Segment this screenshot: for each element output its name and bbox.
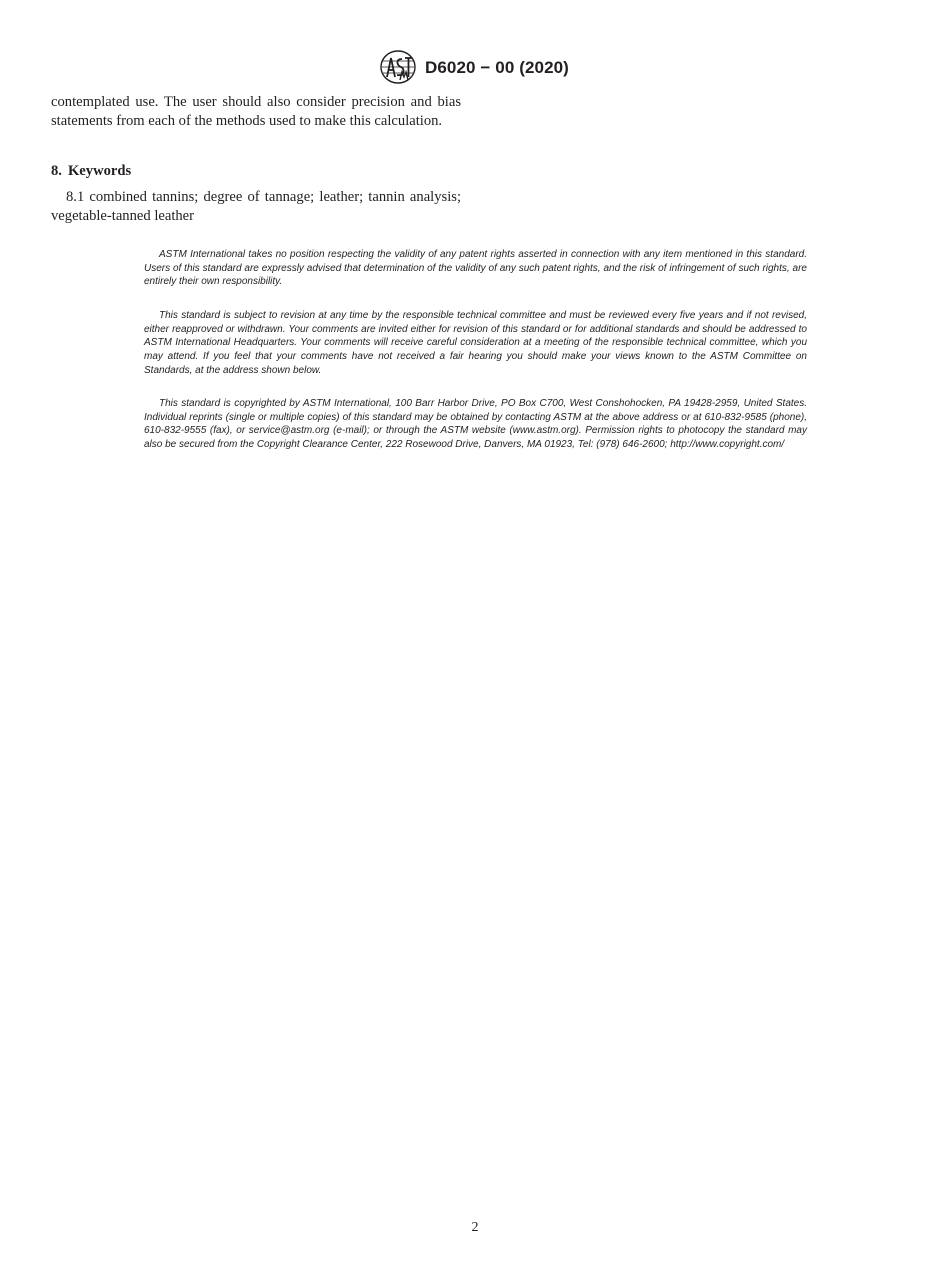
continuation-block [51, 93, 461, 131]
patent-notice: ASTM International takes no position respecting the validity of any patent rights asserted in connection with any item mentioned in this standard. Users of this standard are expressly advised that determination of the validity of any such patent rights, and the risk of infringement of such rights, are entirely their own responsibility. [144, 249, 807, 288]
page-header [0, 50, 950, 86]
section-number: 8. [51, 163, 62, 179]
astm-logo-icon [379, 50, 417, 84]
copyright-notice: This standard is copyrighted by ASTM International, 100 Barr Harbor Drive, PO Box C700, West Conshohocken, PA 19428-2959, United States. Individual reprints (single or multiple copies) of this standard may be obtained by contacting ASTM at the above address or at 610-832-9585 (phone), 610-832-9555 (fax), or service@astm.org (e-mail); or through the ASTM website (www.astm.org). Permission rights to photocopy the standard may also be secured from the Copyright Clearance Center, 222 Rosewood Drive, Danvers, MA 01923, Tel: (978) 646-2600; http://www.copyright.com/ [144, 398, 807, 451]
page-number: 2 [471, 1220, 479, 1235]
continuation-paragraph: contemplated use. The user should also consider precision and bias statements from each of the methods used to make this calculation. [51, 94, 461, 129]
keywords-paragraph: 8.1 combined tannins; degree of tannage; leather; tannin analysis; vegetable-tanned leather [51, 189, 461, 224]
section-heading-keywords [51, 162, 131, 181]
keywords-block [51, 188, 461, 226]
revision-notice: This standard is subject to revision at any time by the responsible technical committee and must be reviewed every five years and if not revised, either reapproved or withdrawn. Your comments are invited either for revision of this standard or for additional standards and should be addressed to ASTM International Headquarters. Your comments will receive careful consideration at a meeting of the responsible technical committee, which you may attend. If you feel that your comments have not received a fair hearing you should make your views known to the ASTM Committee on Standards, at the address shown below. [144, 310, 807, 376]
section-title: Keywords [67, 163, 132, 179]
standard-designation: D6020 − 00 (2020) [425, 58, 569, 77]
